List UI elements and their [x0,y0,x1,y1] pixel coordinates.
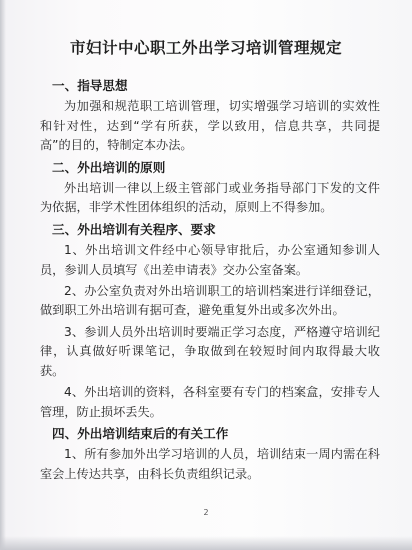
page-number: 2 [203,508,209,517]
page-bottom-shadow [0,536,412,550]
section-paragraph: 1、所有参加外出学习培训的人员，培训结束一周内需在科室会上传达共享，由科长负责组织记录。 [40,447,380,481]
section-paragraph: 外出培训一律以上级主管部门或业务指导部门下发的文件为依据，非学术性团体组织的活动，原则上不得参加。 [40,181,380,215]
section-heading-procedures: 三、外出培训有关程序、要求 [52,221,216,237]
section-heading-training-principle: 二、外出培训的原则 [52,159,166,175]
page-edge-shadow [0,0,6,550]
section-heading-guiding-principle: 一、指导思想 [52,78,128,93]
section-paragraph: 1、外出培训文件经中心领导审批后，办公室通知参训人员，参训人员填写《出差申请表》交办公室备案。 [40,243,380,277]
section-paragraph: 为加强和规范职工培训管理，切实增强学习培训的实效性和针对性，达到“学有所获，学以致用，信息共享，共同提高”的目的，特制定本办法。 [40,99,380,153]
section-paragraph: 2、办公室负责对外出培训职工的培训档案进行详细登记，做到职工外出培训有据可查，避免重复外出或多次外出。 [40,284,380,318]
document-title: 市妇计中心职工外出学习培训管理规定 [69,39,342,57]
section-paragraph: 3、参训人员外出培训时要端正学习态度，严格遵守培训纪律，认真做好听课笔记，争取做到在较短时间内取得最大收获。 [40,324,380,378]
section-heading-after-training: 四、外出培训结束后的有关工作 [52,425,229,441]
document-body [40,76,380,486]
section-paragraph: 4、外出培训的资料，各科室要有专门的档案盒，安排专人管理，防止损坏丢失。 [40,385,380,419]
